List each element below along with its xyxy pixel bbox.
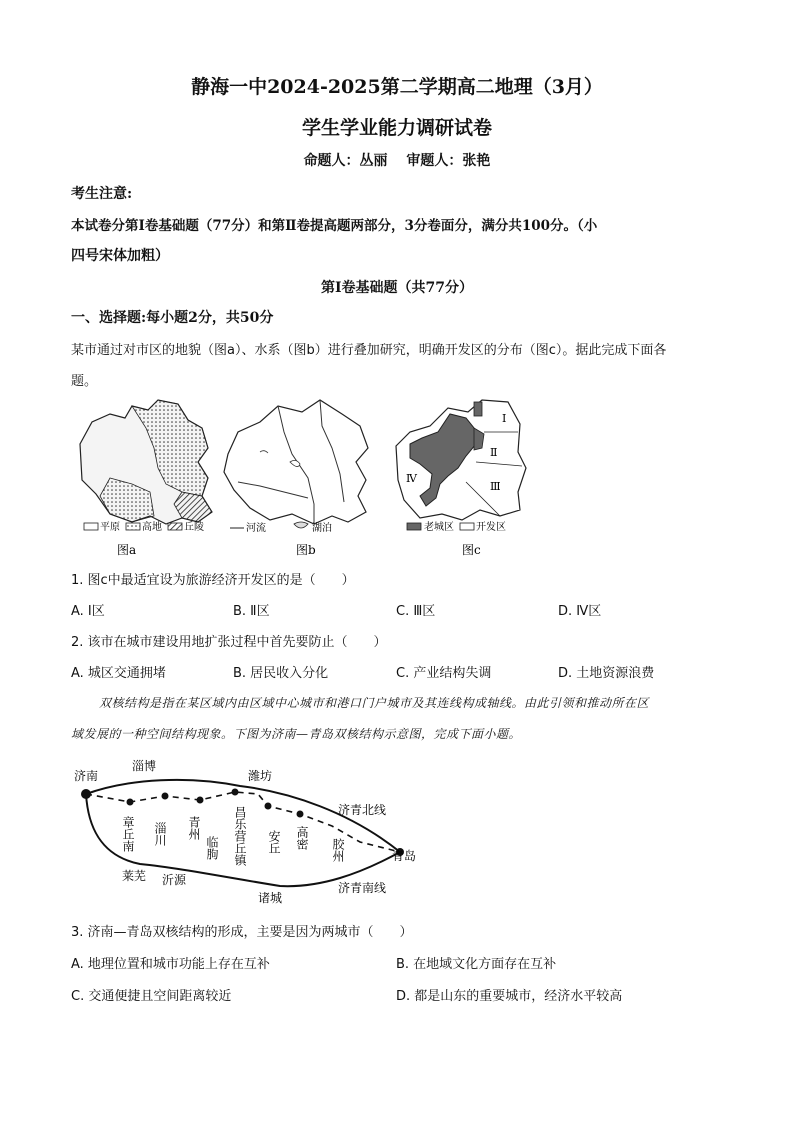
caption-a: 图a (117, 543, 137, 557)
city-laiwu: 莱芜 (122, 869, 147, 883)
figure-b-map (224, 400, 368, 557)
legend-c-devzone: 开发区 (476, 522, 506, 533)
q3-option-a[interactable]: A. 地理位置和城市功能上存在互补 (71, 957, 270, 972)
notice-heading: 考生注意: (71, 186, 133, 202)
caption-c: 图c (462, 543, 481, 557)
city-yiyuan: 沂源 (162, 873, 187, 887)
double-core-map (70, 756, 450, 906)
exam-title: 静海一中2024-2025第二学期高二地理（3月） (191, 76, 603, 98)
notice-line-1: 本试卷分第Ⅰ卷基础题（77分）和第Ⅱ卷提高题两部分，3分卷面分，满分共100分。（小 (71, 218, 598, 234)
q2-option-b[interactable]: B. 居民收入分化 (233, 666, 329, 681)
legend-a-hills: 丘陵 (184, 522, 204, 533)
passage-line-1: 双核结构是指在某区域内由区域中心城市和港口门户城市及其连线构成轴线。由此引领和推动所在区 (99, 696, 650, 710)
town-qingzhou: 青州 (187, 816, 201, 840)
town-gaomi: 高密 (295, 826, 309, 850)
q1-option-a[interactable]: A. Ⅰ区 (71, 604, 105, 619)
legend-a-plain: 平原 (100, 522, 120, 533)
authors: 命题人：丛丽 审题人：张艳 (303, 153, 491, 169)
question-2-stem: 2. 该市在城市建设用地扩张过程中首先要防止（ ） (71, 635, 387, 650)
q1-option-b[interactable]: B. Ⅱ区 (233, 604, 270, 619)
q1-option-d[interactable]: D. Ⅳ区 (558, 604, 602, 619)
town-linqu: 临朐 (205, 836, 219, 860)
city-weifang: 潍坊 (248, 769, 273, 783)
town-jiaozhou: 胶州 (331, 838, 345, 862)
section-title: 第Ⅰ卷基础题（共77分） (320, 280, 474, 296)
figures-abc (70, 392, 540, 564)
town-changle-yingqiu: 昌乐营丘镇 (233, 806, 247, 866)
zone-IV: Ⅳ (406, 472, 417, 485)
q3-option-d[interactable]: D. 都是山东的重要城市，经济水平较高 (396, 989, 623, 1004)
legend-b-lake: 湖泊 (312, 523, 332, 534)
town-zhangqiunan: 章丘南 (121, 816, 135, 852)
legend-c-oldtown: 老城区 (424, 522, 454, 533)
zone-II: Ⅱ (490, 446, 498, 459)
city-zibo: 淄博 (132, 759, 157, 773)
question-3-stem: 3. 济南—青岛双核结构的形成，主要是因为两城市（ ） (71, 925, 413, 940)
zone-III: Ⅲ (490, 480, 501, 493)
exam-subtitle: 学生学业能力调研试卷 (301, 117, 492, 139)
legend-a-highland: 高地 (142, 522, 162, 533)
city-zhucheng: 诸城 (258, 891, 283, 905)
legend-b-river: 河流 (246, 523, 266, 534)
city-qingdao: 青岛 (392, 849, 417, 863)
figure-a-map (80, 400, 212, 557)
intro-line-2: 题。 (71, 374, 98, 389)
line-north: 济青北线 (338, 803, 387, 817)
zone-I: Ⅰ (502, 412, 507, 425)
passage-line-2: 域发展的一种空间结构现象。下图为济南—青岛双核结构示意图，完成下面小题。 (71, 727, 522, 741)
notice-line-2: 四号宋体加粗） (71, 248, 169, 264)
part-heading: 一、选择题:每小题2分，共50分 (71, 310, 274, 326)
city-jinan: 济南 (74, 769, 99, 783)
town-zichuan: 淄川 (153, 822, 167, 846)
caption-b: 图b (296, 543, 316, 557)
q3-option-c[interactable]: C. 交通便捷且空间距离较近 (71, 989, 232, 1004)
q3-option-b[interactable]: B. 在地域文化方面存在互补 (396, 957, 557, 972)
q2-option-c[interactable]: C. 产业结构失调 (396, 666, 492, 681)
line-south: 济青南线 (338, 881, 387, 895)
town-anqiu: 安丘 (267, 830, 281, 854)
figure-c-map (396, 400, 526, 557)
intro-line-1: 某市通过对市区的地貌（图a）、水系（图b）进行叠加研究，明确开发区的分布（图c）。据此完成下面各 (71, 343, 667, 358)
q1-option-c[interactable]: C. Ⅲ区 (396, 604, 436, 619)
q2-option-a[interactable]: A. 城区交通拥堵 (71, 666, 166, 681)
q2-option-d[interactable]: D. 土地资源浪费 (558, 666, 655, 681)
question-1-stem: 1. 图c中最适宜设为旅游经济开发区的是（ ） (71, 573, 355, 588)
